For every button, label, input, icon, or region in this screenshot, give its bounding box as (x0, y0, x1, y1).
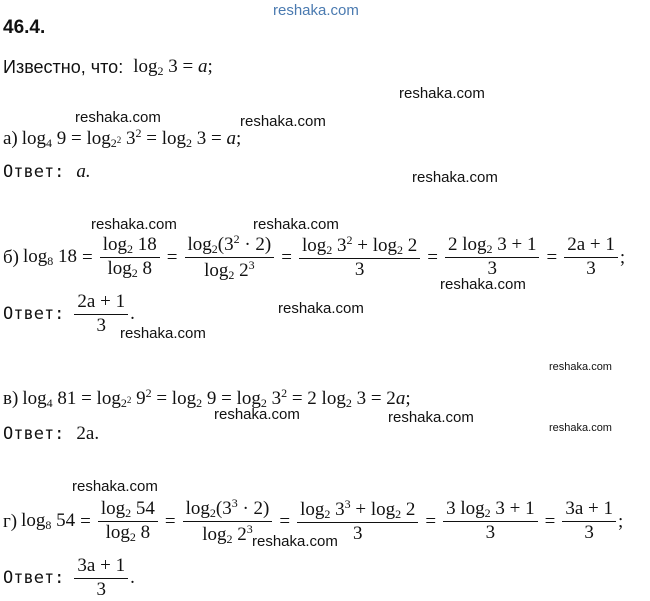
fraction: $\frac{3 \log_2 3 + 1}{3}$ (443, 499, 538, 544)
answer-label: Ответ: (3, 162, 65, 182)
problem-number: 46.4. (3, 17, 46, 38)
fraction: $\frac{2 \log_2 3 + 1}{3}$ (445, 235, 540, 280)
item-a-formula: а) $\log_4 9 = \log_{2^2} 3^2 = \log_2 3 = a$; (3, 126, 242, 150)
item-c-label: в) (3, 387, 19, 409)
answer-label: Ответ: (3, 304, 65, 325)
item-b-label: б) (3, 246, 19, 268)
fraction: $\frac{\log_2 3^2 + \log_2 2}{3}$ (299, 234, 420, 281)
answer-label: Ответ: (3, 568, 65, 589)
item-c-answer (3, 423, 99, 445)
watermark-top: reshaka.com (273, 2, 359, 19)
answer-value: a. (76, 161, 91, 182)
intro-formula: $\log_2 3 = a$; (133, 56, 213, 78)
answer-value: 2a. (76, 423, 100, 444)
watermark: reshaka.com (440, 276, 526, 293)
item-b-formula: б) $\log_8 18$ = $\frac{\log_2 18}{\log_2 8}$ = $\frac{\log_2(3^2 \cdot 2)}{\log_2 2^3}$ = $\frac{\log_2 3^2 + \log_2 2}{3}$ = $\frac{2 \log_2 3 + 1}{3}$ = $\frac{2a + 1}{3}$ ; (3, 232, 626, 283)
watermark: reshaka.com (91, 216, 177, 233)
item-d-formula: г) $\log_8 54$ = $\frac{\log_2 54}{\log_2 8}$ = $\frac{\log_2(3^3 \cdot 2)}{\log_2 2^3}$ = $\frac{\log_2 3^3 + \log_2 2}{3}$ = $\frac{3 \log_2 3 + 1}{3}$ = $\frac{3a + 1}{3}$ ; (3, 496, 624, 547)
item-c-formula: в) $\log_4 81 = \log_{2^2} 9^2 = \log_2 9 = \log_2 3^2 = 2$ $\log_2 3 = 2a$; (3, 386, 411, 410)
answer-label: Ответ: (3, 424, 65, 444)
intro-line (3, 56, 213, 79)
watermark: reshaka.com (120, 325, 206, 342)
intro-text: Известно, что: (3, 57, 124, 77)
fraction: $\frac{\log_2(3^3 \cdot 2)}{\log_2 2^3}$ (183, 497, 273, 546)
fraction: $\frac{\log_2(3^2 \cdot 2)}{\log_2 2^3}$ (185, 233, 275, 282)
watermark: reshaka.com (240, 113, 326, 130)
item-b-answer: Ответ: $\frac{2a + 1}{3}$ . (3, 291, 135, 336)
answer-value: $\frac{2a + 1}{3}$ (74, 292, 128, 337)
fraction: $\frac{3a + 1}{3}$ (562, 499, 616, 544)
answer-value: $\frac{3a + 1}{3}$ (74, 556, 128, 601)
watermark: reshaka.com (214, 406, 300, 423)
watermark: reshaka.com (75, 109, 161, 126)
watermark: reshaka.com (549, 422, 612, 434)
watermark: reshaka.com (252, 533, 338, 550)
item-a-label: а) (3, 127, 18, 149)
fraction: $\frac{\log_2 54}{\log_2 8}$ (98, 499, 158, 544)
fraction: $\frac{\log_2 18}{\log_2 8}$ (100, 235, 160, 280)
watermark: reshaka.com (388, 409, 474, 426)
item-d-label: г) (3, 510, 18, 532)
watermark: reshaka.com (72, 478, 158, 495)
watermark: reshaka.com (399, 85, 485, 102)
watermark: reshaka.com (253, 216, 339, 233)
item-d-answer: Ответ: $\frac{3a + 1}{3}$ . (3, 555, 135, 600)
fraction: $\frac{2a + 1}{3}$ (564, 235, 618, 280)
fraction: $\frac{\log_2 3^3 + \log_2 2}{3}$ (297, 498, 418, 545)
item-a-answer (3, 161, 91, 183)
watermark: reshaka.com (278, 300, 364, 317)
watermark: reshaka.com (549, 361, 612, 373)
watermark: reshaka.com (412, 169, 498, 186)
